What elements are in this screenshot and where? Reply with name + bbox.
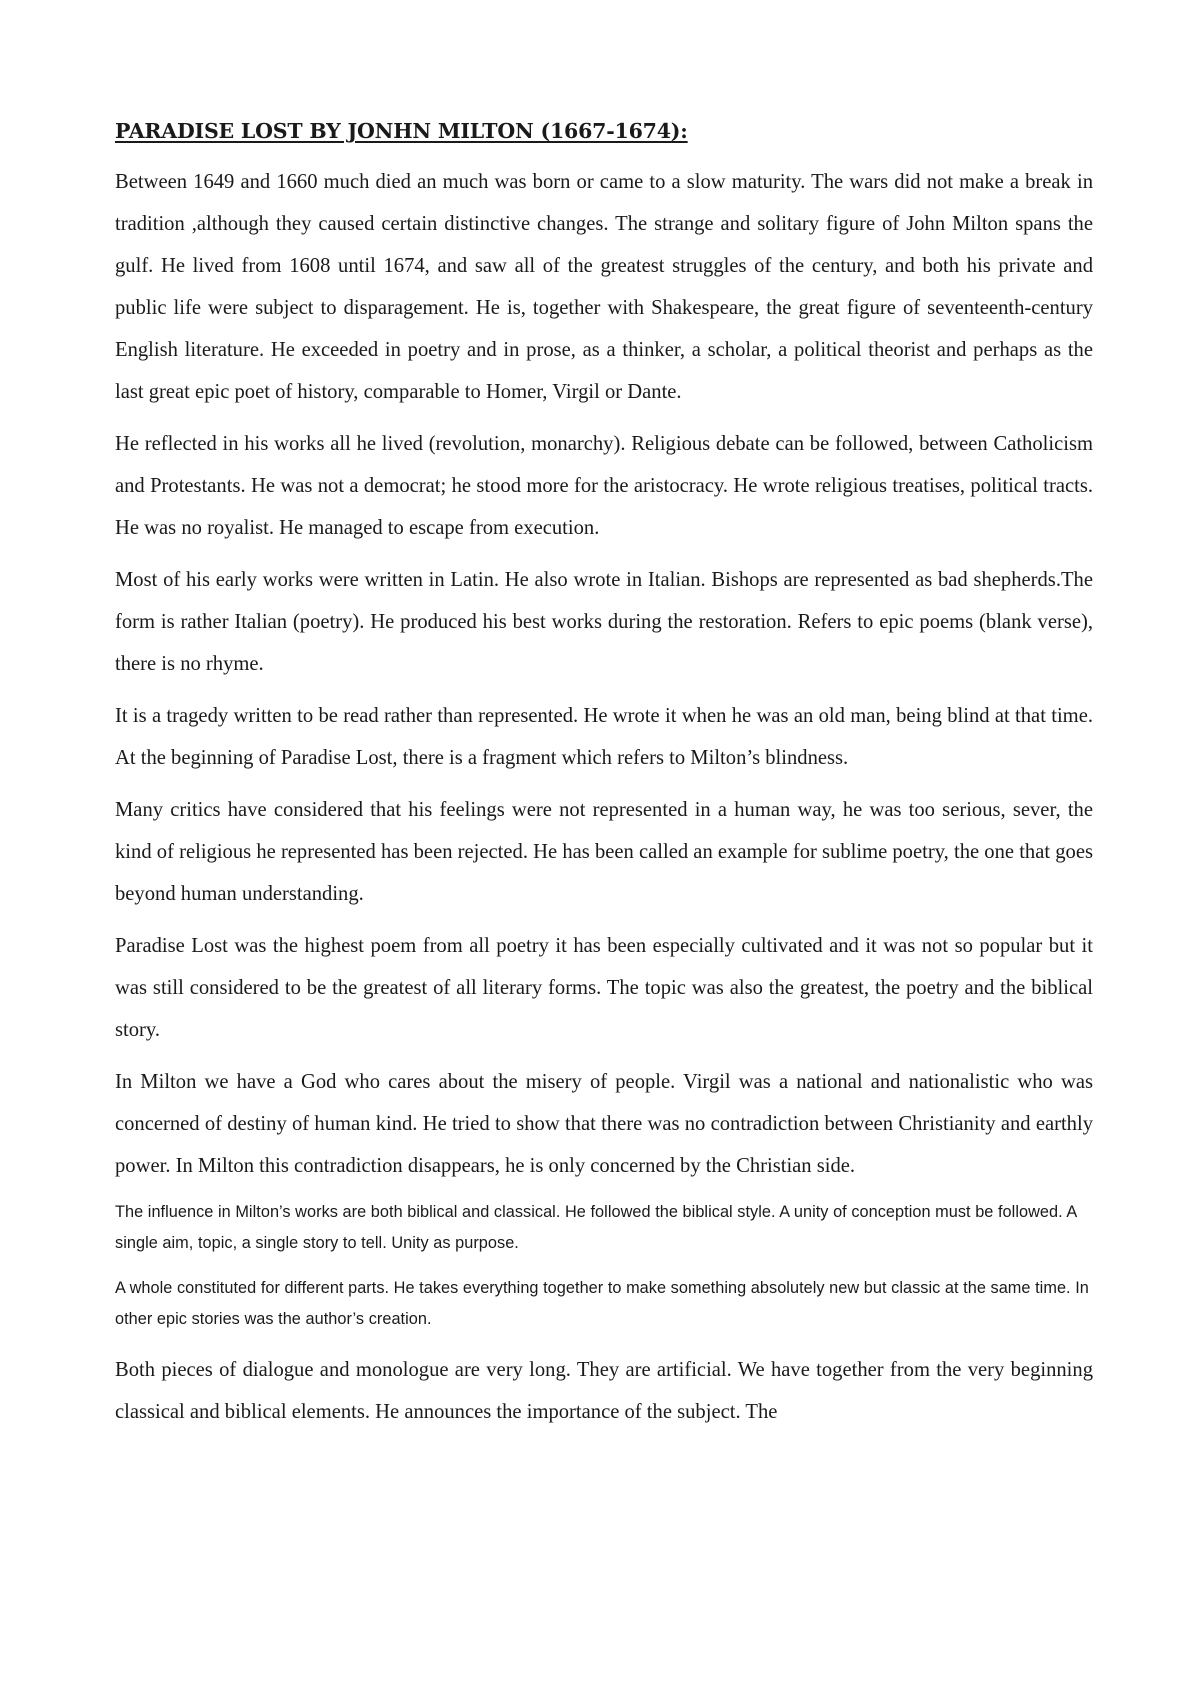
document-body [115,116,1093,1433]
paragraph-9: A whole constituted for different parts. He takes everything together to make something absolutely new but classic at the same time. In other epic stories was the author’s creation. [115,1279,1089,1328]
paragraph-1: Between 1649 and 1660 much died an much was born or came to a slow maturity. The wars did not make a break in tradition ,although they caused certain distinctive changes. The strange and solitary figure of John Milton spans the gulf. He lived from 1608 until 1674, and saw all of the greatest struggles of the century, and both his private and public life were subject to disparagement. He is, together with Shakespeare, the great figure of seventeenth-century English literature. He exceeded in poetry and in prose, as a thinker, a scholar, a political theorist and perhaps as the last great epic poet of history, comparable to Homer, Virgil or Dante. [115,171,1093,403]
paragraph-10: Both pieces of dialogue and monologue are very long. They are artificial. We have together from the very beginning classical and biblical elements. He announces the importance of the subject. The [115,1359,1093,1423]
document-title: PARADISE LOST BY JONHN MILTON (1667-1674): [115,119,688,143]
paragraph-6: Paradise Lost was the highest poem from all poetry it has been especially cultivated and it was not so popular but it was still considered to be the greatest of all literary forms. The topic was also the greatest, the poetry and the biblical story. [115,935,1093,1041]
paragraph-3: Most of his early works were written in Latin. He also wrote in Italian. Bishops are represented as bad shepherds.The form is rather Italian (poetry). He produced his best works during the restoration. Refers to epic poems (blank verse), there is no rhyme. [115,569,1093,675]
paragraph-7: In Milton we have a God who cares about the misery of people. Virgil was a national and nationalistic who was concerned of destiny of human kind. He tried to show that there was no contradiction between Christianity and earthly power. In Milton this contradiction disappears, he is only concerned by the Christian side. [115,1071,1093,1177]
paragraph-2: He reflected in his works all he lived (revolution, monarchy). Religious debate can be followed, between Catholicism and Protestants. He was not a democrat; he stood more for the aristocracy. He wrote religious treatises, political tracts. He was no royalist. He managed to escape from execution. [115,433,1093,539]
paragraph-4: It is a tragedy written to be read rather than represented. He wrote it when he was an old man, being blind at that time. At the beginning of Paradise Lost, there is a fragment which refers to Milton’s blindness. [115,705,1093,769]
paragraph-5: Many critics have considered that his feelings were not represented in a human way, he was too serious, sever, the kind of religious he represented has been rejected. He has been called an example for sublime poetry, the one that goes beyond human understanding. [115,799,1093,905]
paragraph-8: The influence in Milton’s works are both biblical and classical. He followed the biblical style. A unity of conception must be followed. A single aim, topic, a single story to tell. Unity as purpose. [115,1203,1077,1252]
